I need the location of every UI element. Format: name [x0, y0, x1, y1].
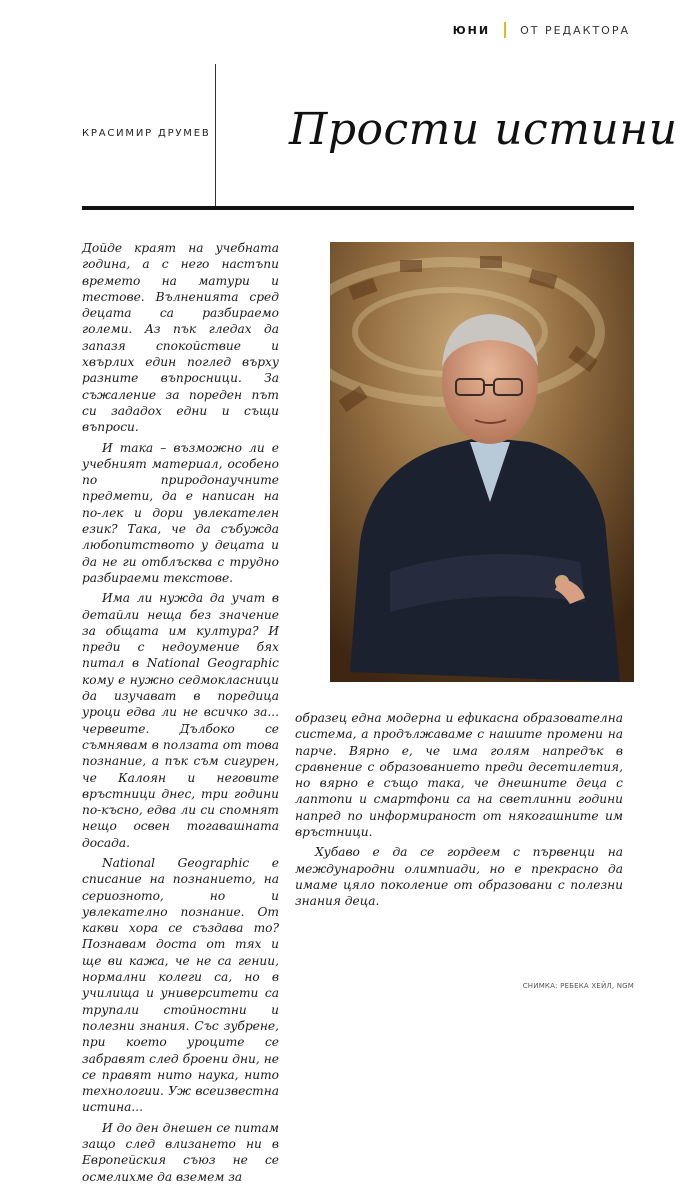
paragraph: National Geographic е списание на познанието, на сериозното, но и увлекателно познание. От какви хора се създава то? Познавам доста от тях и ще ви кажа, че не са гении, нормални колеги са, но в училища и университети са трупали стойностни и полезни знания. Със зубрене, при което уроците се забравят след броени дни, не се правят нито наука, нито технологии. Уж всеизвестна истина...	[82, 855, 279, 1115]
editor-portrait-photo	[330, 242, 634, 682]
photo-credit: СНИМКА: РЕБЕКА ХЕЙЛ, NGM	[522, 982, 634, 990]
article-column-2	[295, 710, 623, 914]
title-rule	[82, 206, 634, 210]
page-header	[453, 22, 630, 38]
vertical-divider	[215, 64, 216, 208]
author-name: КРАСИМИР ДРУМЕВ	[82, 128, 211, 139]
article-column-1	[82, 240, 279, 1189]
issue-month: ЮНИ	[452, 23, 491, 37]
paragraph: И така – възможно ли е учебният материал, особено по природонаучните предмети, да е написан на по-лек и дори увлекателен език? Така, че да събужда любопитството у децата и да не ги отблъсква с трудно разбираеми текстове.	[82, 440, 279, 585]
header-divider	[504, 22, 506, 38]
paragraph: Има ли нужда да учат в детайли неща без значение за общата им култура? И преди с недоумение бях питал в National Geographic кому е нужно седмокласници да изучават в поредица уроци едва ли не всичко за... червеите. Дълбоко се съмнявам в ползата от това познание, а пък съм сигурен, че Калоян и неговите връстници днес, три години по-късно, едва ли си спомнят нещо освен тогавашната досада.	[82, 591, 279, 850]
paragraph: И до ден днешен се питам защо след влизането ни в Европейския съюз не се осмелихме да вземем за	[82, 1120, 279, 1184]
paragraph: Хубаво е да се гордеем с първенци на международни олимпиади, но е прекрасно да имаме цяло поколение от образовани с полезни знания деца.	[295, 845, 623, 909]
paragraph: Дойде краят на учебната година, а с него настъпи времето на матури и тестове. Вълненията сред децата са разбираемо големи. Аз пък гледах да запазя спокойствие и хвърлих един поглед върху разните въпросници. За съжаление за пореден път си зададох едни и същи въпроси.	[82, 241, 279, 435]
article-title: Прости истини	[289, 104, 678, 155]
paragraph: образец една модерна и ефикасна образователна система, а продължаваме с нашите промени на парче. Вярно е, че има голям напредък в сравнение с образованието преди десетилетия, но вярно е също така, че днешните деца с лаптопи и смартфони са на светлинни години напред по информираност от някогашните им връстници.	[295, 711, 623, 840]
section-name: ОТ РЕДАКТОРА	[520, 23, 630, 37]
